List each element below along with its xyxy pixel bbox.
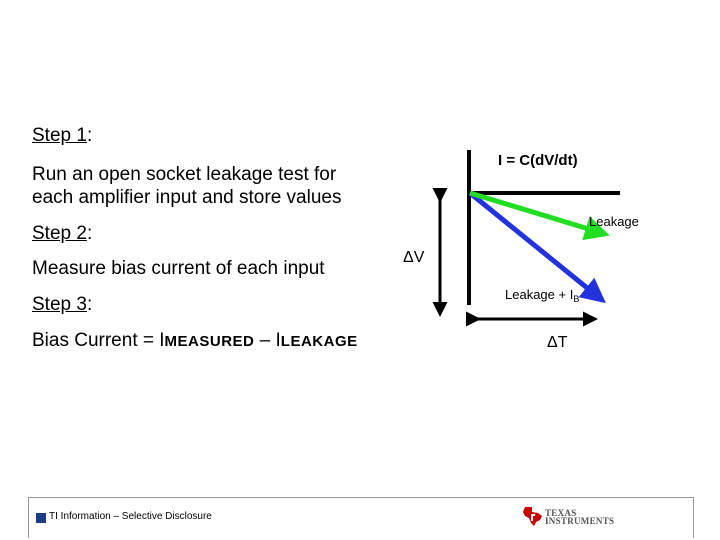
leakage-label: Leakage: [589, 214, 639, 229]
bias-prefix: Bias Current = I: [32, 330, 165, 351]
classification-text: TI Information – Selective Disclosure: [49, 511, 212, 522]
delta-t-label: ΔT: [547, 334, 568, 351]
texas-state-icon: [522, 505, 544, 527]
step3-label: Step 3: [32, 294, 87, 315]
classification-square-icon: [36, 513, 46, 523]
step1-colon: :: [86, 125, 93, 146]
step2-colon: :: [86, 223, 93, 244]
delta-v-label: ΔV: [403, 249, 425, 266]
leakage-line: [470, 193, 605, 234]
leakage-ib-label: [505, 287, 579, 304]
logo-line2: INSTRUMENTS: [545, 516, 615, 526]
leakage-ib-sub: B: [573, 294, 580, 304]
leakage-ib-line: [470, 193, 602, 300]
bias-sub-measured: MEASURED: [164, 333, 255, 350]
ti-logo-wordmark: [545, 509, 614, 525]
leakage-ib-main: Leakage + I: [505, 287, 574, 302]
step2-text: Measure bias current of each input: [32, 258, 325, 279]
bias-dash: – I: [254, 330, 281, 351]
equation-label: I = C(dV/dt): [498, 152, 578, 169]
step1-label: Step 1: [32, 125, 87, 146]
step1-text-line1: Run an open socket leakage test for: [32, 164, 337, 185]
step1-text-line2: each amplifier input and store values: [32, 187, 342, 208]
logo-line1: TEXAS: [545, 508, 577, 518]
step3-colon: :: [86, 294, 93, 315]
step2-label: Step 2: [32, 223, 87, 244]
bias-sub-leakage: LEAKAGE: [280, 333, 358, 350]
